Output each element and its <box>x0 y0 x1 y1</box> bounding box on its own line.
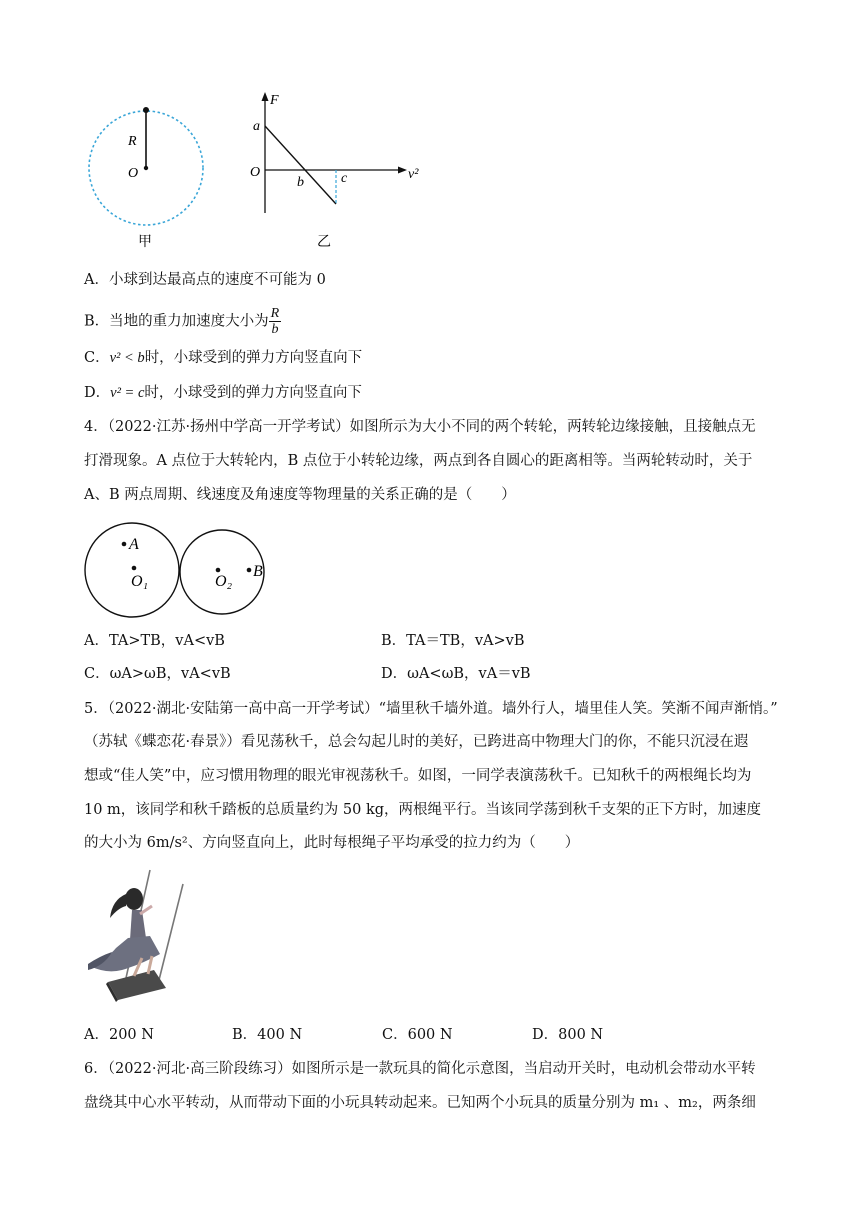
label-F: F <box>270 93 279 108</box>
q4-option-d: D．ωA<ωB，vA＝vB <box>381 666 531 682</box>
q5-stem-line-4: 10 m，该同学和秋千踏板的总质量约为 50 kg，两根绳平行。当该同学荡到秋千支架的正下方时，加速度 <box>84 802 762 818</box>
q3-option-a: A．小球到达最高点的速度不可能为 0 <box>84 272 326 288</box>
q4-stem-line-3: A、B 两点周期、线速度及角速度等物理量的关系正确的是（ ） <box>84 487 516 503</box>
caption-yi: 乙 <box>317 234 331 250</box>
q3-option-c: C．v² < b时，小球受到的弹力方向竖直向下 <box>84 350 363 366</box>
label-A-point: A <box>129 536 139 553</box>
label-b: b <box>297 175 304 190</box>
q4-stem-line-2: 打滑现象。A 点位于大转轮内，B 点位于小转轮边缘，两点到各自圆心的距离相等。当两轮转动时，关于 <box>84 453 753 469</box>
q4-option-b: B．TA＝TB，vA>vB <box>381 633 525 649</box>
q3-option-d: D．v² = c时，小球受到的弹力方向竖直向下 <box>84 385 362 401</box>
q6-stem-line-2: 盘绕其中心水平转动，从而带动下面的小玩具转动起来。已知两个小玩具的质量分别为 m₁ 、m₂，两条细 <box>84 1095 756 1111</box>
label-R: R <box>128 134 137 149</box>
q5-option-b: B．400 N <box>232 1027 303 1043</box>
label-a: a <box>253 119 260 134</box>
q5-stem-line-3: 想或“佳人笑”中，应习惯用物理的眼光审视荡秋千。如图，一同学表演荡秋千。已知秋千的两根绳长均为 <box>84 768 752 784</box>
label-O: O <box>128 166 139 181</box>
label-O1: O₁ <box>131 573 149 590</box>
caption-jia: 甲 <box>138 234 152 250</box>
q6-stem-line-1: 6．（2022·河北·高三阶段练习）如图所示是一款玩具的简化示意图，当启动开关时，电动机会带动水平转 <box>84 1061 756 1077</box>
q5-stem-line-1: 5．（2022·湖北·安陆第一高中高一开学考试）“墙里秋千墙外道。墙外行人，墙里佳人笑。笑渐不闻声渐悄。” <box>84 701 778 717</box>
label-O-graph: O <box>250 165 261 180</box>
figure-yi <box>245 88 435 250</box>
label-B-point: B <box>253 563 263 580</box>
q5-option-c: C．600 N <box>382 1027 453 1043</box>
q5-option-a: A．200 N <box>84 1027 154 1043</box>
figure-swing <box>82 866 192 1006</box>
q4-stem-line-1: 4．（2022·江苏·扬州中学高一开学考试）如图所示为大小不同的两个转轮，两转轮边缘接触，且接触点无 <box>84 419 756 435</box>
label-v2: v² <box>408 167 419 182</box>
figure-wheels <box>80 522 280 622</box>
label-c: c <box>341 171 348 186</box>
q4-option-a: A．TA>TB，vA<vB <box>84 633 225 649</box>
q5-option-d: D．800 N <box>532 1027 604 1043</box>
label-O2: O₂ <box>215 573 233 590</box>
figure-jia <box>80 100 220 250</box>
q5-stem-line-5: 的大小为 6m/s²、方向竖直向上，此时每根绳子平均承受的拉力约为（ ） <box>84 835 580 851</box>
q5-stem-line-2: （苏轼《蝶恋花·春景》）看见荡秋千，总会勾起儿时的美好，已跨进高中物理大门的你，不能只沉浸在遐 <box>84 734 749 750</box>
q4-option-c: C．ωA>ωB，vA<vB <box>84 666 231 682</box>
q3-option-b: B．当地的重力加速度大小为 $\frac{R}{b}$ <box>84 306 280 337</box>
